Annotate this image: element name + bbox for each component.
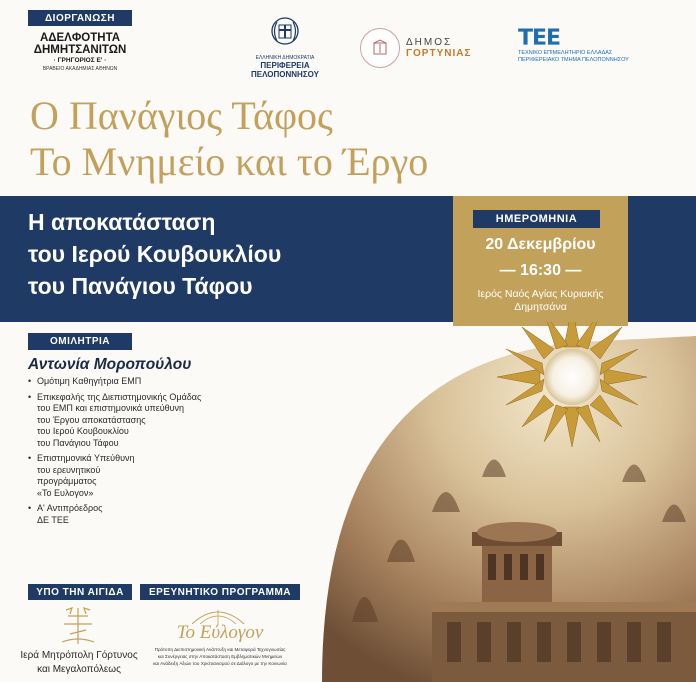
credential-line: «Το Ευλογον»	[37, 487, 94, 498]
credential-line: ΔΕ ΤΕΕ	[37, 514, 69, 525]
organizer-name-line1: ΑΔΕΛΦΟΤΗΤΑ	[39, 32, 121, 44]
program-description	[138, 646, 302, 667]
program-tag: ΕΡΕΥΝΗΤΙΚΟ ΠΡΟΓΡΑΜΜΑ	[140, 584, 300, 600]
main-title-line1: Ο Πανάγιος Τάφος	[30, 93, 333, 138]
region-logo	[240, 14, 330, 79]
credential-item	[28, 453, 258, 499]
metropolis-line2: και Μεγαλοπόλεως	[37, 664, 121, 675]
credential-item	[28, 503, 258, 526]
program-name: Το Εύλογον	[176, 622, 264, 643]
date-time: — 16:30 —	[499, 262, 582, 279]
credential-item	[28, 376, 258, 388]
tee-line2: ΠΕΡΙΦΕΡΕΙΑΚΟ ΤΜΗΜΑ ΠΕΛΟΠΟΝΝΗΣΟΥ	[518, 57, 629, 63]
subtitle-line1: Η αποκατάσταση	[28, 209, 216, 235]
date-place-line2: Δημητσάνα	[514, 301, 567, 313]
organizer-tag: ΔΙΟΡΓΑΝΩΣΗ	[28, 10, 132, 26]
organizer-sub: · ΓΡΗΓΟΡΙΟΣ Ε' ·	[53, 57, 107, 64]
municipality-emblem-icon	[360, 28, 400, 68]
tee-logo: ΤΕΕ	[518, 26, 561, 51]
main-title-line2: Το Μνημείο και το Έργο	[30, 139, 429, 184]
program-desc-line: και Ανάδειξη Αξιών του Χριστιανισμού σε Διάλογο με την Κοινωνία	[153, 661, 287, 666]
program-desc-line: Πρότυπη Διεπιστημονική Ανάπτυξη και Μεταφορά Τεχνογνωσίας	[154, 647, 286, 652]
credential-line: • Α' Αντιπρόεδρος	[37, 503, 103, 513]
region-name-line2: ΠΕΛΟΠΟΝΝΗΣΟΥ	[251, 70, 319, 79]
speaker-name: Αντωνία Μοροπούλου	[28, 356, 192, 373]
tee-logo-block	[518, 28, 638, 64]
credential-item	[28, 392, 258, 450]
credential-line: του ΕΜΠ και επιστημονικά υπεύθυνη	[37, 403, 185, 413]
program-desc-line: και Συνέργειας στην Αποκατάσταση Εμβληματικών Μνημείων	[157, 654, 283, 659]
municipality-line1: ΔΗΜΟΣ	[406, 37, 453, 48]
region-small-text: ΕΛΛΗΝΙΚΗ ΔΗΜΟΚΡΑΤΙΑ	[255, 55, 315, 61]
region-name-line1: ΠΕΡΙΦΕΡΕΙΑ	[260, 61, 310, 70]
subtitle	[28, 206, 448, 302]
subtitle-line2: του Ιερού Κουβουκλίου	[28, 241, 282, 267]
speaker-tag: ΟΜΙΛΗΤΡΙΑ	[28, 333, 132, 350]
credential-line: του Ιερού Κουβουκλίου	[37, 426, 129, 436]
credential-line: • Ομότιμη Καθηγήτρια ΕΜΠ	[37, 376, 142, 386]
date-tag: ΗΜΕΡΟΜΗΝΙΑ	[473, 210, 600, 228]
credential-line: προγράμματος	[37, 476, 97, 486]
aegis-tag: ΥΠΟ ΤΗΝ ΑΙΓΙΔΑ	[28, 584, 132, 600]
date-place-line1: Ιερός Ναός Αγίας Κυριακής	[477, 288, 604, 300]
greek-emblem-icon	[268, 14, 302, 48]
organizer-name	[24, 32, 136, 56]
church-dome-image	[282, 322, 696, 682]
tee-line1: ΤΕΧΝΙΚΟ ΕΠΙΜΕΛΗΤΗΡΙΟ ΕΛΛΑΔΑΣ	[518, 50, 613, 56]
credential-line: • Επικεφαλής της Διεπιστημονικής Ομάδας	[37, 391, 202, 402]
municipality-mark-icon	[370, 38, 390, 58]
credential-line: του Έργου αποκατάστασης	[37, 414, 146, 425]
organizer-sub2: ΒΡΑΒΕΙΟ ΑΚΑΔΗΜΙΑΣ ΑΘΗΝΩΝ	[42, 66, 118, 72]
municipality-logo	[360, 28, 471, 68]
speaker-credentials	[28, 376, 258, 530]
metropolis-line1: Ιερά Μητρόπολη Γόρτυνος	[20, 650, 138, 661]
organizer-name-line2: ΔΗΜΗΤΣΑΝΙΤΩΝ	[33, 44, 127, 56]
metropolis-emblem-icon	[56, 606, 100, 646]
credential-line: του Πανάγιου Τάφου	[37, 437, 119, 448]
region-name	[240, 61, 330, 79]
credential-line: του ερευνητικού	[37, 464, 101, 475]
subtitle-line3: του Πανάγιου Τάφου	[28, 273, 253, 299]
credential-line: • Επιστημονικά Υπεύθυνη	[37, 453, 135, 463]
date-day: 20 Δεκεμβρίου	[485, 236, 596, 253]
municipality-line2: ΓΟΡΤΥΝΙΑΣ	[406, 48, 472, 59]
